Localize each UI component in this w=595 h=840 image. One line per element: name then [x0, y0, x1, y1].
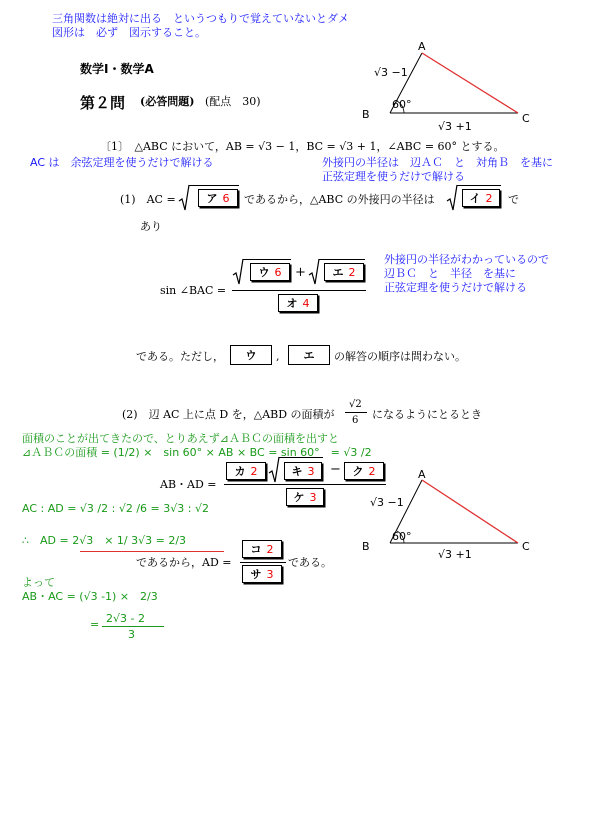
note-top-line1: 三角関数は絶対に出る というつもりで覚えていないとダメ: [52, 12, 349, 25]
work-line-7-den: 3: [128, 628, 135, 641]
angle-b-top: 60°: [392, 98, 412, 111]
answer-box-ka[interactable]: カ 2: [226, 462, 266, 480]
answer-box-sa[interactable]: サ 3: [242, 565, 282, 583]
side-bc-bottom: √3 +1: [438, 548, 472, 561]
abad-label: AB・AD =: [160, 478, 217, 491]
sqrt-bar-e: [319, 259, 365, 260]
note-sin-1: 外接円の半径がわかっているので: [384, 253, 549, 266]
sqrt-bar-ki: [279, 457, 323, 458]
work-line-7-num: 2√3 - 2: [106, 612, 145, 625]
note-circumradius-1: 外接円の半径は 辺ＡＣ と 対角Ｂ を基に: [322, 156, 553, 169]
note-circumradius-2: 正弦定理を使うだけで解ける: [322, 170, 465, 183]
sqrt-sign-u: [232, 258, 244, 286]
sqrt-bar-radius: [457, 185, 501, 186]
vertex-b-bottom: B: [362, 540, 370, 553]
note-sin-3: 正弦定理を使うだけで解ける: [384, 281, 527, 294]
vertex-c-bottom: C: [522, 540, 530, 553]
sqrt-bar-ac: [189, 185, 239, 186]
ad-suffix: である。: [288, 556, 332, 569]
minus-sign: −: [330, 462, 341, 477]
points-label: (配点 30): [205, 95, 261, 108]
side-bc-top: √3 +1: [438, 120, 472, 133]
sqrt-sign-e: [308, 258, 320, 286]
plus-sign: +: [295, 265, 306, 280]
problem2-intro-a: (2) 辺 AC 上に点 D を，△ABD の面積が: [122, 408, 335, 421]
work-line-2: ⊿ＡＢＣの面積 = (1/2) × sin 60° × AB × BC = sin 60° = √3 /2: [22, 446, 372, 459]
work-line-7-eq: =: [90, 618, 100, 631]
sqrt-sign-ki: [268, 456, 280, 484]
note-separator: ,: [276, 350, 280, 363]
ad-prefix: であるから，AD =: [136, 556, 232, 569]
q1-mid: であるから，△ABC の外接円の半径は: [244, 193, 435, 206]
answer-box-a[interactable]: ア 6: [198, 189, 238, 207]
note-tail: の解答の順序は問わない。: [334, 350, 466, 363]
work-line-1: 面積のことが出てきたので、とりあえず⊿ＡＢＣの面積を出すと: [22, 432, 339, 445]
answer-box-ko[interactable]: コ 2: [242, 540, 282, 558]
note-top-line2: 図形は 必ず 図示すること。: [52, 26, 206, 39]
problem-number: 第２問: [80, 94, 126, 112]
work-line-6: AB・AC = (√3 -1) × 2/3: [22, 590, 158, 603]
vertex-b-top: B: [362, 108, 370, 121]
fraction-line-ad: [240, 562, 286, 563]
fraction-line-sin: [232, 290, 366, 291]
work-line-5: よって: [22, 576, 55, 589]
side-ab-top: √3 −1: [374, 66, 408, 79]
ref-box-e: エ: [288, 345, 330, 365]
red-underline: [80, 551, 224, 552]
vertex-a-bottom: A: [418, 468, 426, 481]
vertex-c-top: C: [522, 112, 530, 125]
vertex-a-top: A: [418, 40, 426, 53]
sin-bac-label: sin ∠BAC =: [160, 284, 227, 297]
q1-continuation: あり: [140, 220, 162, 233]
area-frac-num: √2: [349, 399, 362, 410]
area-frac-den: 6: [352, 415, 359, 426]
angle-b-bottom: 60°: [392, 530, 412, 543]
answer-box-ku[interactable]: ク 2: [344, 462, 384, 480]
ref-box-u: ウ: [230, 345, 272, 365]
work-frac-line: [102, 626, 164, 627]
subject-title: 数学Ⅰ・数学A: [80, 62, 154, 76]
side-ab-bottom: √3 −1: [370, 496, 404, 509]
q1-prefix: (1) AC =: [120, 193, 176, 206]
triangle-diagram-bottom: [360, 465, 540, 555]
note-ac: AC は 余弦定理を使うだけで解ける: [30, 156, 214, 169]
required-label: (必答問題): [140, 95, 195, 108]
answer-box-ki[interactable]: キ 3: [284, 462, 322, 480]
work-line-3: AC : AD = √3 /2 : √2 /6 = 3√3 : √2: [22, 502, 209, 515]
note-sin-2: 辺ＢＣ と 半径 を基に: [384, 267, 516, 280]
answer-box-i[interactable]: イ 2: [462, 189, 500, 207]
note-text: である。ただし，: [136, 350, 224, 363]
answer-box-u[interactable]: ウ 6: [250, 263, 290, 281]
problem1-intro: 〔1〕 △ABC において，AB = √3 − 1，BC = √3 + 1，∠ABC = 60° とする。: [100, 140, 505, 153]
q1-suffix: で: [508, 193, 519, 206]
problem2-intro-b: になるようにとるとき: [372, 408, 482, 421]
answer-box-e[interactable]: エ 2: [324, 263, 364, 281]
work-line-4: ∴ AD = 2√3 × 1/ 3√3 = 2/3: [22, 534, 187, 547]
sqrt-sign-radius: [446, 184, 458, 212]
sqrt-bar-u: [243, 259, 291, 260]
answer-box-o[interactable]: オ 4: [278, 294, 318, 312]
sqrt-sign-ac: [178, 184, 190, 212]
area-frac-line: [345, 412, 367, 413]
answer-box-ke[interactable]: ケ 3: [286, 488, 324, 506]
